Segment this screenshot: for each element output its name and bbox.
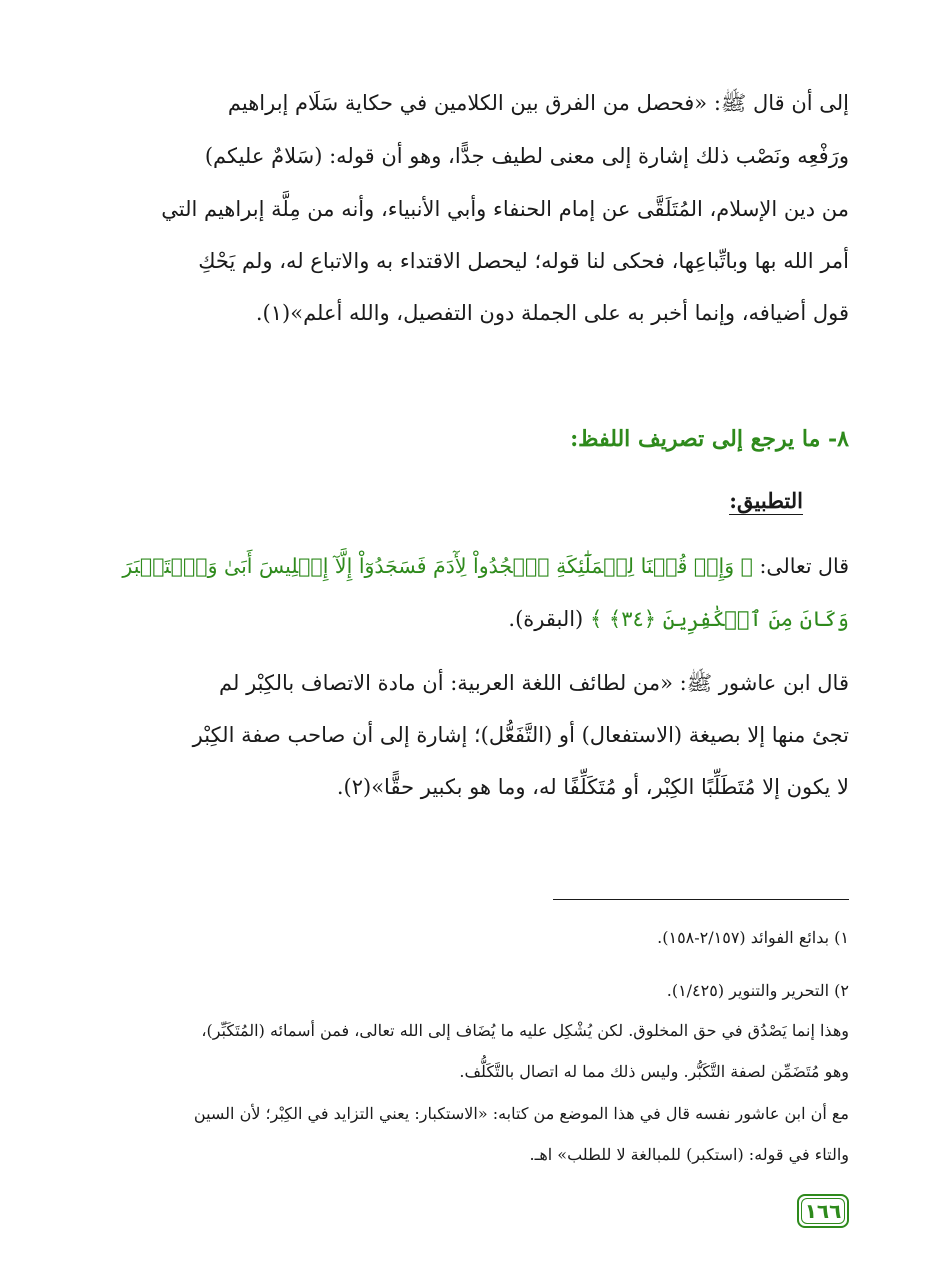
footnote-1: ١) بدائع الفوائد (٢/١٥٧-١٥٨). xyxy=(657,928,849,947)
verse-text: ﴿ وَإِذۡ قُلۡنَا لِلۡمَلَٰٓئِكَةِ ٱسۡجُدُواْ لِأٓدَمَ فَسَجَدُوٓاْ إِلَّآ إِبۡلِيسَ أَبَىٰ وَٱسۡتَكۡبَرَ xyxy=(122,554,753,578)
footnote-2: ٢) التحرير والتنوير (١/٤٢٥). xyxy=(666,981,849,1000)
page-number: ١٦٦ xyxy=(797,1194,849,1228)
footnote-text: والتاء في قوله: (استكبر) للمبالغة لا للطلب» اهـ. xyxy=(529,1145,849,1164)
verse-intro: قال تعالى: xyxy=(752,554,849,578)
paragraph-line: قال ابن عاشور ﷺ: «من لطائف اللغة العربية: أن مادة الاتصاف بالكِبْر لم xyxy=(219,671,849,695)
paragraph-line: لا يكون إلا مُتَطَلِّبًا الكِبْر، أو مُتَكَلِّفًا له، وما هو بكبير حقًّا»(٢). xyxy=(336,775,849,799)
footnote-text: وهو مُتَضَمِّن لصفة التَّكَبُّر. وليس ذلك مما له اتصال بالتَّكَلُّف. xyxy=(459,1062,849,1081)
verse-line-1 xyxy=(110,551,849,581)
footnote-text: وهذا إنما يَصْدُق في حق المخلوق. لكن يُشْكِل عليه ما يُضَاف إلى الله تعالى، فمن أسمائه (المُتَكَبِّر)، xyxy=(201,1021,849,1040)
section-heading: ٨- ما يرجع إلى تصريف اللفظ: xyxy=(570,426,849,452)
paragraph-line: إلى أن قال ﷺ: «فحصل من الفرق بين الكلامين في حكاية سَلَام إبراهيم xyxy=(227,91,849,115)
verse-reference: (البقرة). xyxy=(508,607,590,631)
paragraph-line: أمر الله بها وباتِّباعِها، فحكى لنا قوله؛ ليحصل الاقتداء به والاتباع له، ولم يَحْكِ xyxy=(198,249,849,273)
subheading-wrapper xyxy=(729,488,803,515)
paragraph-line: من دين الإسلام، المُتَلَقَّى عن إمام الحنفاء وأبي الأنبياء، وأنه من مِلَّة إبراهيم التي xyxy=(161,197,849,221)
verse-text-continued: وَكَانَ مِنَ ٱلۡكَٰفِرِينَ ﴿٣٤﴾ ﴾ xyxy=(589,607,849,631)
paragraph-line: تجئ منها إلا بصيغة (الاستفعال) أو (التَّفَعُّل)؛ إشارة إلى أن صاحب صفة الكِبْر xyxy=(192,723,849,747)
verse-line-2 xyxy=(508,604,849,634)
paragraph-line: ورَفْعِه ونَصْب ذلك إشارة إلى معنى لطيف جدًّا، وهو أن قوله: (سَلامٌ عليكم) xyxy=(204,144,849,168)
paragraph-line: قول أضيافه، وإنما أخبر به على الجملة دون التفصيل، والله أعلم»(١). xyxy=(255,301,849,325)
footnote-separator xyxy=(553,899,849,900)
subheading: التطبيق: xyxy=(729,488,803,513)
footnote-text: مع أن ابن عاشور نفسه قال في هذا الموضع من كتابه: «الاستكبار: يعني التزايد في الكِبْر؛ لأن السين xyxy=(193,1104,849,1123)
